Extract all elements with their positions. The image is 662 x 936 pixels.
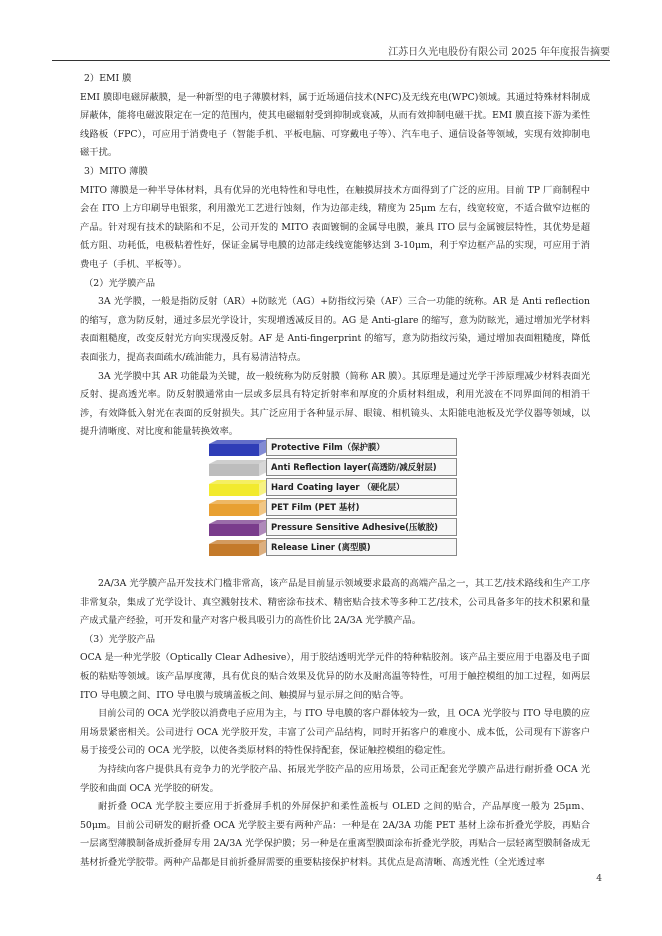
header-title: 江苏日久光电股份有限公司 2025 年年度报告摘要	[388, 47, 610, 58]
layer-label-hard-coating: Hard Coating layer （硬化层）	[266, 478, 457, 496]
header-divider	[52, 60, 610, 61]
layer-label-anti-reflection: Anti Reflection layer(高透防/减反射层)	[266, 458, 457, 476]
layer-stack-graphic	[205, 436, 275, 563]
layer-label-release-liner: Release Liner (离型膜)	[266, 538, 457, 556]
layer-slab-front	[209, 484, 259, 496]
paragraph-oca-rd: 为持续向客户提供具有竞争力的光学胶产品、拓展光学胶产品的应用场景，公司正配套光学膜产品进行耐折叠 OCA 光学胶和曲面 OCA 光学胶的研发。	[80, 763, 590, 794]
layer-label-psa: Pressure Sensitive Adhesive(压敏胶)	[266, 518, 457, 536]
layer-slab-top	[209, 480, 267, 484]
heading-mito: 3）MITO 薄膜	[84, 165, 148, 177]
heading-emi: 2）EMI 膜	[84, 73, 132, 84]
layer-slab-front	[209, 464, 259, 476]
paragraph-2a3a: 2A/3A 光学膜产品开发技术门槛非常高，该产品是目前显示领域要求最高的高端产品之一，其工艺/技术路线和生产工序非常复杂，集成了光学设计、真空溅射技术、精密涂布技术、精密贴合技术等多种工艺/技术，公司具备多年的技术积累和量产成式量产经验，可开发和量产对客户极具吸引力的高性价比 2A/3A 光学膜产品。	[80, 578, 590, 627]
layer-slab-top	[209, 500, 267, 504]
layer-label-protective-film: Protective Film（保护膜）	[266, 438, 457, 456]
layer-slab-top	[209, 440, 267, 444]
text-block-bottom	[80, 575, 590, 873]
layer-slab-front	[209, 544, 259, 556]
heading-optical-film: （2）光学膜产品	[84, 277, 155, 289]
paragraph-foldable-oca: 耐折叠 OCA 光学胶主要应用于折叠屏手机的外屏保护和柔性盖板与 OLED 之间的贴合，产品厚度一般为 25μm、50μm。目前公司研发的耐折叠 OCA 光学胶主要有两种产品：一种是在 2A/3A 功能 PET 基材上涂布折叠光学胶，再贴合一层离型薄膜制备成折叠屏专用 2A/3A 光学保护膜；另一种是在重离型膜面涂布折叠光学胶，再贴合一层轻离型膜制备成无基材折叠光学胶带。两种产品都是目前折叠屏需要的重要粘接保护材料。其优点是高清晰、高透光性（全光透过率	[80, 801, 590, 868]
paragraph-ar-film: 3A 光学膜中其 AR 功能最为关键，故一般统称为防反射膜（简称 AR 膜）。其原理是通过光学干涉原理减少材料表面光反射、提高透光率。防反射膜通常由一层或多层具有特定折射率和厚度的介质材料组成，利用光波在不同界面间的相消干涉，有效降低入射光在表面的反射损失。其广泛应用于各种显示屏、眼镜、相机镜头、太阳能电池板及光学仪器等领域，以提升清晰度、对比度和能量转换效率。	[80, 370, 590, 438]
layer-slab-top	[209, 540, 267, 544]
optical-film-layer-diagram	[205, 436, 461, 563]
text-block-top	[80, 70, 590, 442]
paragraph-oca-apps: 目前公司的 OCA 光学胶以消费电子应用为主，与 ITO 导电膜的客户群体较为一致，且 OCA 光学胶与 ITO 导电膜的应用场景紧密相关。公司进行 OCA 光学胶开发，丰富了公司产品结构，同时开拓客户的难度小、成本低，公司现有下游客户易于接受公司的 OCA 光学胶，以使各类原材料的特性保持配套，保证触控模组的稳定性。	[80, 708, 590, 757]
paragraph-oca-intro: OCA 是一种光学胶（Optically Clear Adhesive），用于胶结透明光学元件的特种粘胶剂。该产品主要应用于电器及电子面板的粘贴等领域。该产品厚度薄，具有优良的贴合效果及优异的防水及耐高温等特性，可用于触控模组的加工过程，如两层 ITO 导电膜之间、ITO 导电膜与玻璃盖板之间、触摸屏与显示屏之间的贴合等。	[80, 652, 590, 701]
layer-slab-top	[209, 460, 267, 464]
paragraph-emi: EMI 膜即电磁屏蔽膜，是一种新型的电子薄膜材料，属于近场通信技术(NFC)及无线充电(WPC)领域。其通过特殊材料制成屏蔽体，能将电磁波限定在一定的范围内，使其电磁辐射受到抑制或衰减，从而有效抑制电磁干扰。EMI 膜直接下游为柔性线路板（FPC），可应用于消费电子（智能手机、平板电脑、可穿戴电子等）、汽车电子、通信设备等领域，实现有效抑制电磁干扰。	[80, 91, 590, 159]
layer-slab-top	[209, 520, 267, 524]
layer-slab-front	[209, 444, 259, 456]
page-number: 4	[596, 874, 602, 884]
layer-slab-front	[209, 504, 259, 516]
layer-label-pet-film: PET Film (PET 基材)	[266, 498, 457, 516]
heading-oca: （3）光学胶产品	[84, 633, 155, 645]
paragraph-3a-film: 3A 光学膜，一般是指防反射（AR）+防眩光（AG）+防指纹污染（AF）三合一功能的统称。AR 是 Anti reflection 的缩写，意为防反射，通过多层光学设计，实现增透减反目的。AG 是 Anti-glare 的缩写，意为防眩光，通过增加光学材料表面粗糙度，改变反射光方向实现漫反射。AF 是 Anti-fingerprint 的缩写，意为防指纹污染，通过增加表面粗糙度，降低表面张力，提高表面疏水/疏油能力，具有易清洁特点。	[80, 296, 590, 363]
layer-slab-front	[209, 524, 259, 536]
paragraph-mito: MITO 薄膜是一种半导体材料，具有优异的光电特性和导电性，在触摸屏技术方面得到了广泛的应用。目前 TP 厂商制程中会在 ITO 上方印刷导电银浆，利用激光工艺进行蚀刻，作为边部走线，精度为 25μm 左右，线宽较宽，不适合做窄边框的产品。针对现有技术的缺陷和不足，公司开发的 MITO 表面镀铜的金属导电膜，兼具 ITO 层与金属镀层特性，其优势是超低方阻、功耗低，电极粘着性好，保证金属导电膜的边部走线线宽能够达到 3-10μm，利于窄边框产品的实现，可应用于消费电子（手机、平板等）。	[80, 184, 590, 270]
